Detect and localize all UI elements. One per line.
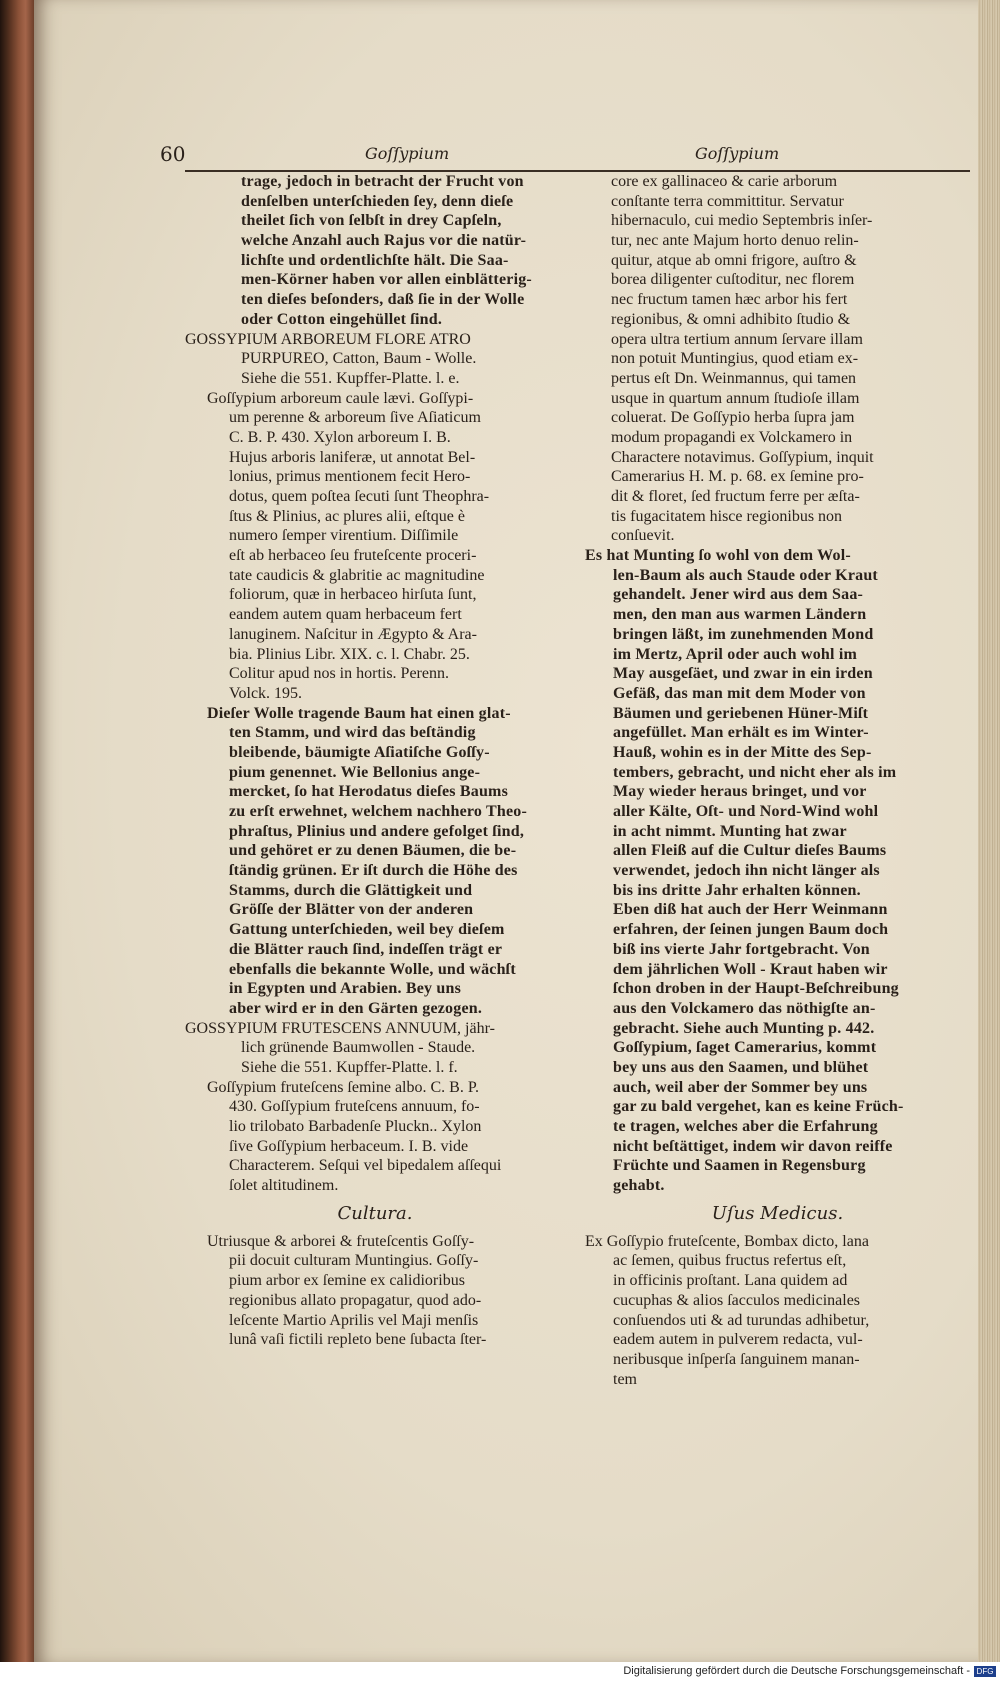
text-line: im Mertz, April oder auch wohl im bbox=[613, 645, 858, 663]
text-line: welche Anzahl auch Rajus vor die natür- bbox=[241, 232, 527, 250]
text-line: tur, nec ante Majum horto denuo relin- bbox=[611, 232, 859, 250]
latin-paragraph bbox=[585, 1232, 970, 1390]
text-line: ac ſemen, quibus fructus refertus eſt, bbox=[613, 1252, 847, 1270]
running-title-right: Goſſypium bbox=[695, 144, 780, 163]
text-line: Siehe die 551. Kupffer-Platte. l. f. bbox=[241, 1058, 458, 1076]
text-line: ſive Goſſypium herbaceum. I. B. vide bbox=[229, 1137, 469, 1155]
text-line: lio trilobato Barbadenſe Pluckn.. Xylon bbox=[229, 1118, 482, 1135]
footer-credit: Digitalisierung gefördert durch die Deutsche Forschungsgemeinschaft - bbox=[623, 1665, 970, 1677]
text-line: ebenfalls die bekannte Wolle, und wächſt bbox=[229, 960, 516, 978]
text-line: hibernaculo, cui medio Septembris inſer- bbox=[611, 212, 873, 230]
text-line: Ex Goſſypio fruteſcente, Bombax dicto, lana bbox=[585, 1232, 869, 1250]
text-line: quitur, atque ab omni frigore, auſtro & bbox=[611, 251, 857, 269]
text-line: Gefäß, das man mit dem Moder von bbox=[613, 684, 866, 702]
text-line: eadem autem in pulverem redacta, vul- bbox=[613, 1331, 863, 1349]
text-line: lanuginem. Naſcitur in Ægypto & Ara- bbox=[229, 625, 477, 643]
german-paragraph bbox=[185, 172, 565, 330]
species-entry bbox=[185, 1019, 565, 1078]
text-line: borea diligenter cuſtoditur, nec florem bbox=[611, 271, 855, 289]
german-paragraph bbox=[185, 704, 565, 1019]
text-line: biß ins vierte Jahr fortgebracht. Von bbox=[613, 940, 870, 958]
text-line: nicht beſtättiget, indem wir davon reiffe bbox=[613, 1137, 893, 1155]
text-line: gebracht. Siehe auch Munting p. 442. bbox=[613, 1019, 875, 1037]
text-line: te tragen, welches aber die Erfahrung bbox=[613, 1118, 878, 1135]
section-heading-cultura: Cultura. bbox=[337, 1202, 413, 1224]
text-line: phraſtus, Plinius und andere gefolget ſind, bbox=[229, 822, 525, 840]
text-line: men, den man aus warmen Ländern bbox=[613, 606, 867, 624]
text-line: ten dieſes beſonders, daß ſie in der Wolle bbox=[241, 291, 525, 309]
text-line: die Blätter rauch ſind, indeſſen trägt er bbox=[229, 940, 503, 958]
text-line: aber wird er in den Gärten gezogen. bbox=[229, 999, 483, 1017]
text-line: numero ſemper virentium. Diſſimile bbox=[229, 527, 459, 545]
text-line: modum propagandi ex Volckamero in bbox=[611, 428, 853, 446]
text-line: Es hat Munting ſo wohl von dem Wol- bbox=[585, 547, 851, 565]
text-line: men-Körner haben vor allen einblätterig- bbox=[241, 271, 532, 289]
text-line: gar zu bald vergehet, kan es keine Früch- bbox=[613, 1098, 904, 1116]
text-line: Früchte und Saamen in Regensburg bbox=[613, 1157, 866, 1175]
text-line: aller Kälte, Oſt- und Nord-Wind wohl bbox=[613, 803, 879, 820]
text-line: Hujus arboris laniferæ, ut annotat Bel- bbox=[229, 448, 476, 466]
text-line: gehabt. bbox=[613, 1177, 665, 1195]
text-line: gehandelt. Jener wird aus dem Saa- bbox=[613, 586, 864, 604]
text-line: auch, weil aber der Sommer bey uns bbox=[613, 1078, 868, 1096]
text-line: conſtante terra committitur. Servatur bbox=[611, 192, 844, 210]
left-column bbox=[185, 172, 565, 1350]
text-line: aus den Volckamero das nöthigſte an- bbox=[613, 999, 876, 1017]
text-line: conſuevit. bbox=[611, 527, 675, 545]
text-line: foliorum, quæ in herbaceo hirſuta ſunt, bbox=[229, 586, 477, 604]
text-line: ten Stamm, und wird das beſtändig bbox=[229, 724, 476, 742]
right-column bbox=[585, 172, 970, 1389]
text-line: in Egypten und Arabien. Bey uns bbox=[229, 980, 462, 998]
text-line: len-Baum als auch Staude oder Kraut bbox=[613, 566, 878, 584]
text-line: angefüllet. Man erhält es im Winter- bbox=[613, 724, 869, 742]
text-line: bis ins dritte Jahr erhalten können. bbox=[613, 881, 861, 899]
text-line: bleibende, bäumigte Aſiatiſche Goſſy- bbox=[229, 743, 490, 761]
text-line: tate caudicis & glabritie ac magnitudine bbox=[229, 566, 485, 584]
latin-paragraph bbox=[185, 389, 565, 704]
text-line: pii docuit culturam Muntingius. Goſſy- bbox=[229, 1252, 479, 1270]
text-line: ſolet altitudinem. bbox=[229, 1177, 339, 1195]
text-line: bey uns aus den Saamen, und blühet bbox=[613, 1058, 869, 1076]
dfg-logo: DFG bbox=[974, 1666, 996, 1677]
text-line: pium genennet. Wie Bellonius ange- bbox=[229, 763, 481, 781]
text-line: Dieſer Wolle tragende Baum hat einen glat- bbox=[207, 704, 511, 722]
text-line: 430. Goſſypium fruteſcens annuum, fo- bbox=[229, 1098, 480, 1116]
text-line: regionibus allato propagatur, quod ado- bbox=[229, 1291, 482, 1309]
text-line: neribusque inſperſa ſanguinem manan- bbox=[613, 1350, 860, 1368]
text-line: lich grünende Baumwollen - Staude. bbox=[241, 1039, 476, 1057]
text-line: Goſſypium fruteſcens ſemine albo. C. B. P. bbox=[207, 1078, 479, 1096]
text-line: dit & floret, ſed fructum ferre per æſta- bbox=[611, 488, 860, 505]
text-line: usque in quartum annum ſtudioſe illam bbox=[611, 389, 860, 407]
text-line: Goſſypium, ſaget Camerarius, kommt bbox=[613, 1039, 877, 1057]
text-line: Bäumen und geriebenen Hüner-Miſt bbox=[613, 704, 869, 722]
book-spine bbox=[0, 0, 34, 1662]
text-line: cucuphas & alios ſacculos medicinales bbox=[613, 1291, 861, 1309]
text-line: Colitur apud nos in hortis. Perenn. bbox=[229, 665, 449, 683]
text-line: theilet ſich von ſelbſt in drey Capſeln, bbox=[241, 212, 502, 230]
text-line: C. B. P. 430. Xylon arboreum I. B. bbox=[229, 428, 451, 446]
text-line: eandem autem quam herbaceum fert bbox=[229, 606, 462, 624]
text-line: Utriusque & arborei & fruteſcentis Goſſy- bbox=[207, 1232, 475, 1250]
text-line: pium arbor ex ſemine ex calidioribus bbox=[229, 1272, 465, 1290]
digitization-footer bbox=[0, 1662, 1000, 1681]
text-line: Characterem. Seſqui vel bipedalem aſſequi bbox=[229, 1157, 502, 1175]
german-paragraph bbox=[585, 546, 970, 1196]
latin-paragraph bbox=[185, 1232, 565, 1350]
text-line: conſuendos uti & ad turundas adhibetur, bbox=[613, 1311, 870, 1329]
latin-paragraph bbox=[185, 1078, 565, 1196]
text-line: eſt ab herbaceo ſeu fruteſcente proceri- bbox=[229, 547, 477, 565]
text-line: coluerat. De Goſſypio herba ſupra jam bbox=[611, 409, 855, 427]
text-line: core ex gallinaceo & carie arborum bbox=[611, 173, 838, 190]
running-title-left: Goſſypium bbox=[365, 144, 450, 163]
text-line: mercket, ſo hat Herodatus dieſes Baums bbox=[229, 783, 508, 801]
text-line: erfahren, der ſeinen jungen Baum doch bbox=[613, 921, 889, 939]
text-line: um perenne & arboreum ſive Aſiaticum bbox=[229, 409, 481, 427]
text-line: GOSSYPIUM ARBOREUM FLORE ATRO bbox=[185, 330, 471, 348]
text-line: tem bbox=[613, 1370, 637, 1388]
text-line: allen Fleiß auf die Cultur dieſes Baums bbox=[613, 842, 887, 860]
text-line: Gröſſe der Blätter von der anderen bbox=[229, 901, 474, 919]
text-line: PURPUREO, Catton, Baum - Wolle. bbox=[241, 350, 477, 368]
text-line: GOSSYPIUM FRUTESCENS ANNUUM, jähr- bbox=[185, 1019, 495, 1037]
text-line: ſtändig grünen. Er iſt durch die Höhe des bbox=[229, 862, 518, 880]
latin-paragraph bbox=[585, 172, 970, 546]
text-line: in acht nimmt. Munting hat zwar bbox=[613, 822, 847, 840]
species-entry bbox=[185, 330, 565, 389]
text-line: Goſſypium arboreum caule lævi. Goſſypi- bbox=[207, 389, 474, 407]
text-line: regionibus, & omni adhibito ſtudio & bbox=[611, 310, 851, 328]
text-line: oder Cotton eingehüllet ſind. bbox=[241, 310, 443, 328]
text-line: bia. Plinius Libr. XIX. c. l. Chabr. 25. bbox=[229, 645, 470, 663]
text-line: Gattung unterſchieden, weil bey dieſem bbox=[229, 921, 505, 939]
text-line: in officinis proſtant. Lana quidem ad bbox=[613, 1272, 848, 1290]
text-line: dotus, quem poſtea ſecuti ſunt Theophra- bbox=[229, 488, 490, 505]
text-line: Camerarius H. M. p. 68. ex ſemine pro- bbox=[611, 468, 864, 486]
text-line: zu erſt erwehnet, welchem nachhero Theo- bbox=[229, 803, 528, 820]
text-line: ſtus & Plinius, ac plures alii, eſtque è bbox=[229, 507, 465, 525]
text-line: trage, jedoch in betracht der Frucht von bbox=[241, 173, 524, 190]
text-line: und gehöret er zu denen Bäumen, die be- bbox=[229, 842, 517, 860]
page-number: 60 bbox=[160, 142, 186, 166]
text-line: opera ultra tertium annum ſervare illam bbox=[611, 330, 863, 348]
text-line: bringen läßt, im zunehmenden Mond bbox=[613, 625, 874, 643]
text-line: Hauß, wohin es in der Mitte des Sep- bbox=[613, 743, 872, 761]
text-line: lichſte und ordentlichſte hält. Die Saa- bbox=[241, 251, 509, 269]
text-line: May wieder heraus bringet, und vor bbox=[613, 783, 867, 801]
text-line: Siehe die 551. Kupffer-Platte. l. e. bbox=[241, 369, 460, 387]
text-line: Volck. 195. bbox=[229, 684, 303, 702]
text-line: May ausgeſäet, und zwar in ein irden bbox=[613, 665, 873, 683]
text-line: ſchon droben in der Haupt-Beſchreibung bbox=[613, 980, 899, 998]
text-line: nec fructum tamen hæc arbor his fert bbox=[611, 291, 848, 309]
text-line: tis fugacitatem hisce regionibus non bbox=[611, 507, 843, 525]
text-line: lunâ vaſi fictili repleto bene ſubacta ſter- bbox=[229, 1331, 487, 1349]
text-line: verwendet, jedoch ihn nicht länger als bbox=[613, 862, 880, 880]
text-line: leſcente Martio Aprilis vel Maji menſis bbox=[229, 1311, 479, 1329]
text-line: tembers, gebracht, und nicht eher als im bbox=[613, 763, 897, 781]
text-line: Eben diß hat auch der Herr Weinmann bbox=[613, 901, 888, 919]
text-line: pertus eſt Dn. Weinmannus, qui tamen bbox=[611, 369, 857, 387]
text-line: dem jährlichen Woll - Kraut haben wir bbox=[613, 960, 888, 978]
text-line: Stamms, durch die Glättigkeit und bbox=[229, 881, 473, 899]
section-heading-usus-medicus: Uſus Medicus. bbox=[711, 1202, 844, 1224]
text-line: non potuit Muntingius, quod etiam ex- bbox=[611, 350, 859, 368]
page-edges bbox=[978, 0, 1000, 1662]
text-line: Charactere notavimus. Goſſypium, inquit bbox=[611, 448, 874, 466]
text-line: lonius, primus mentionem fecit Hero- bbox=[229, 468, 471, 486]
text-line: denſelben unterſchieden ſey, denn dieſe bbox=[241, 192, 514, 210]
